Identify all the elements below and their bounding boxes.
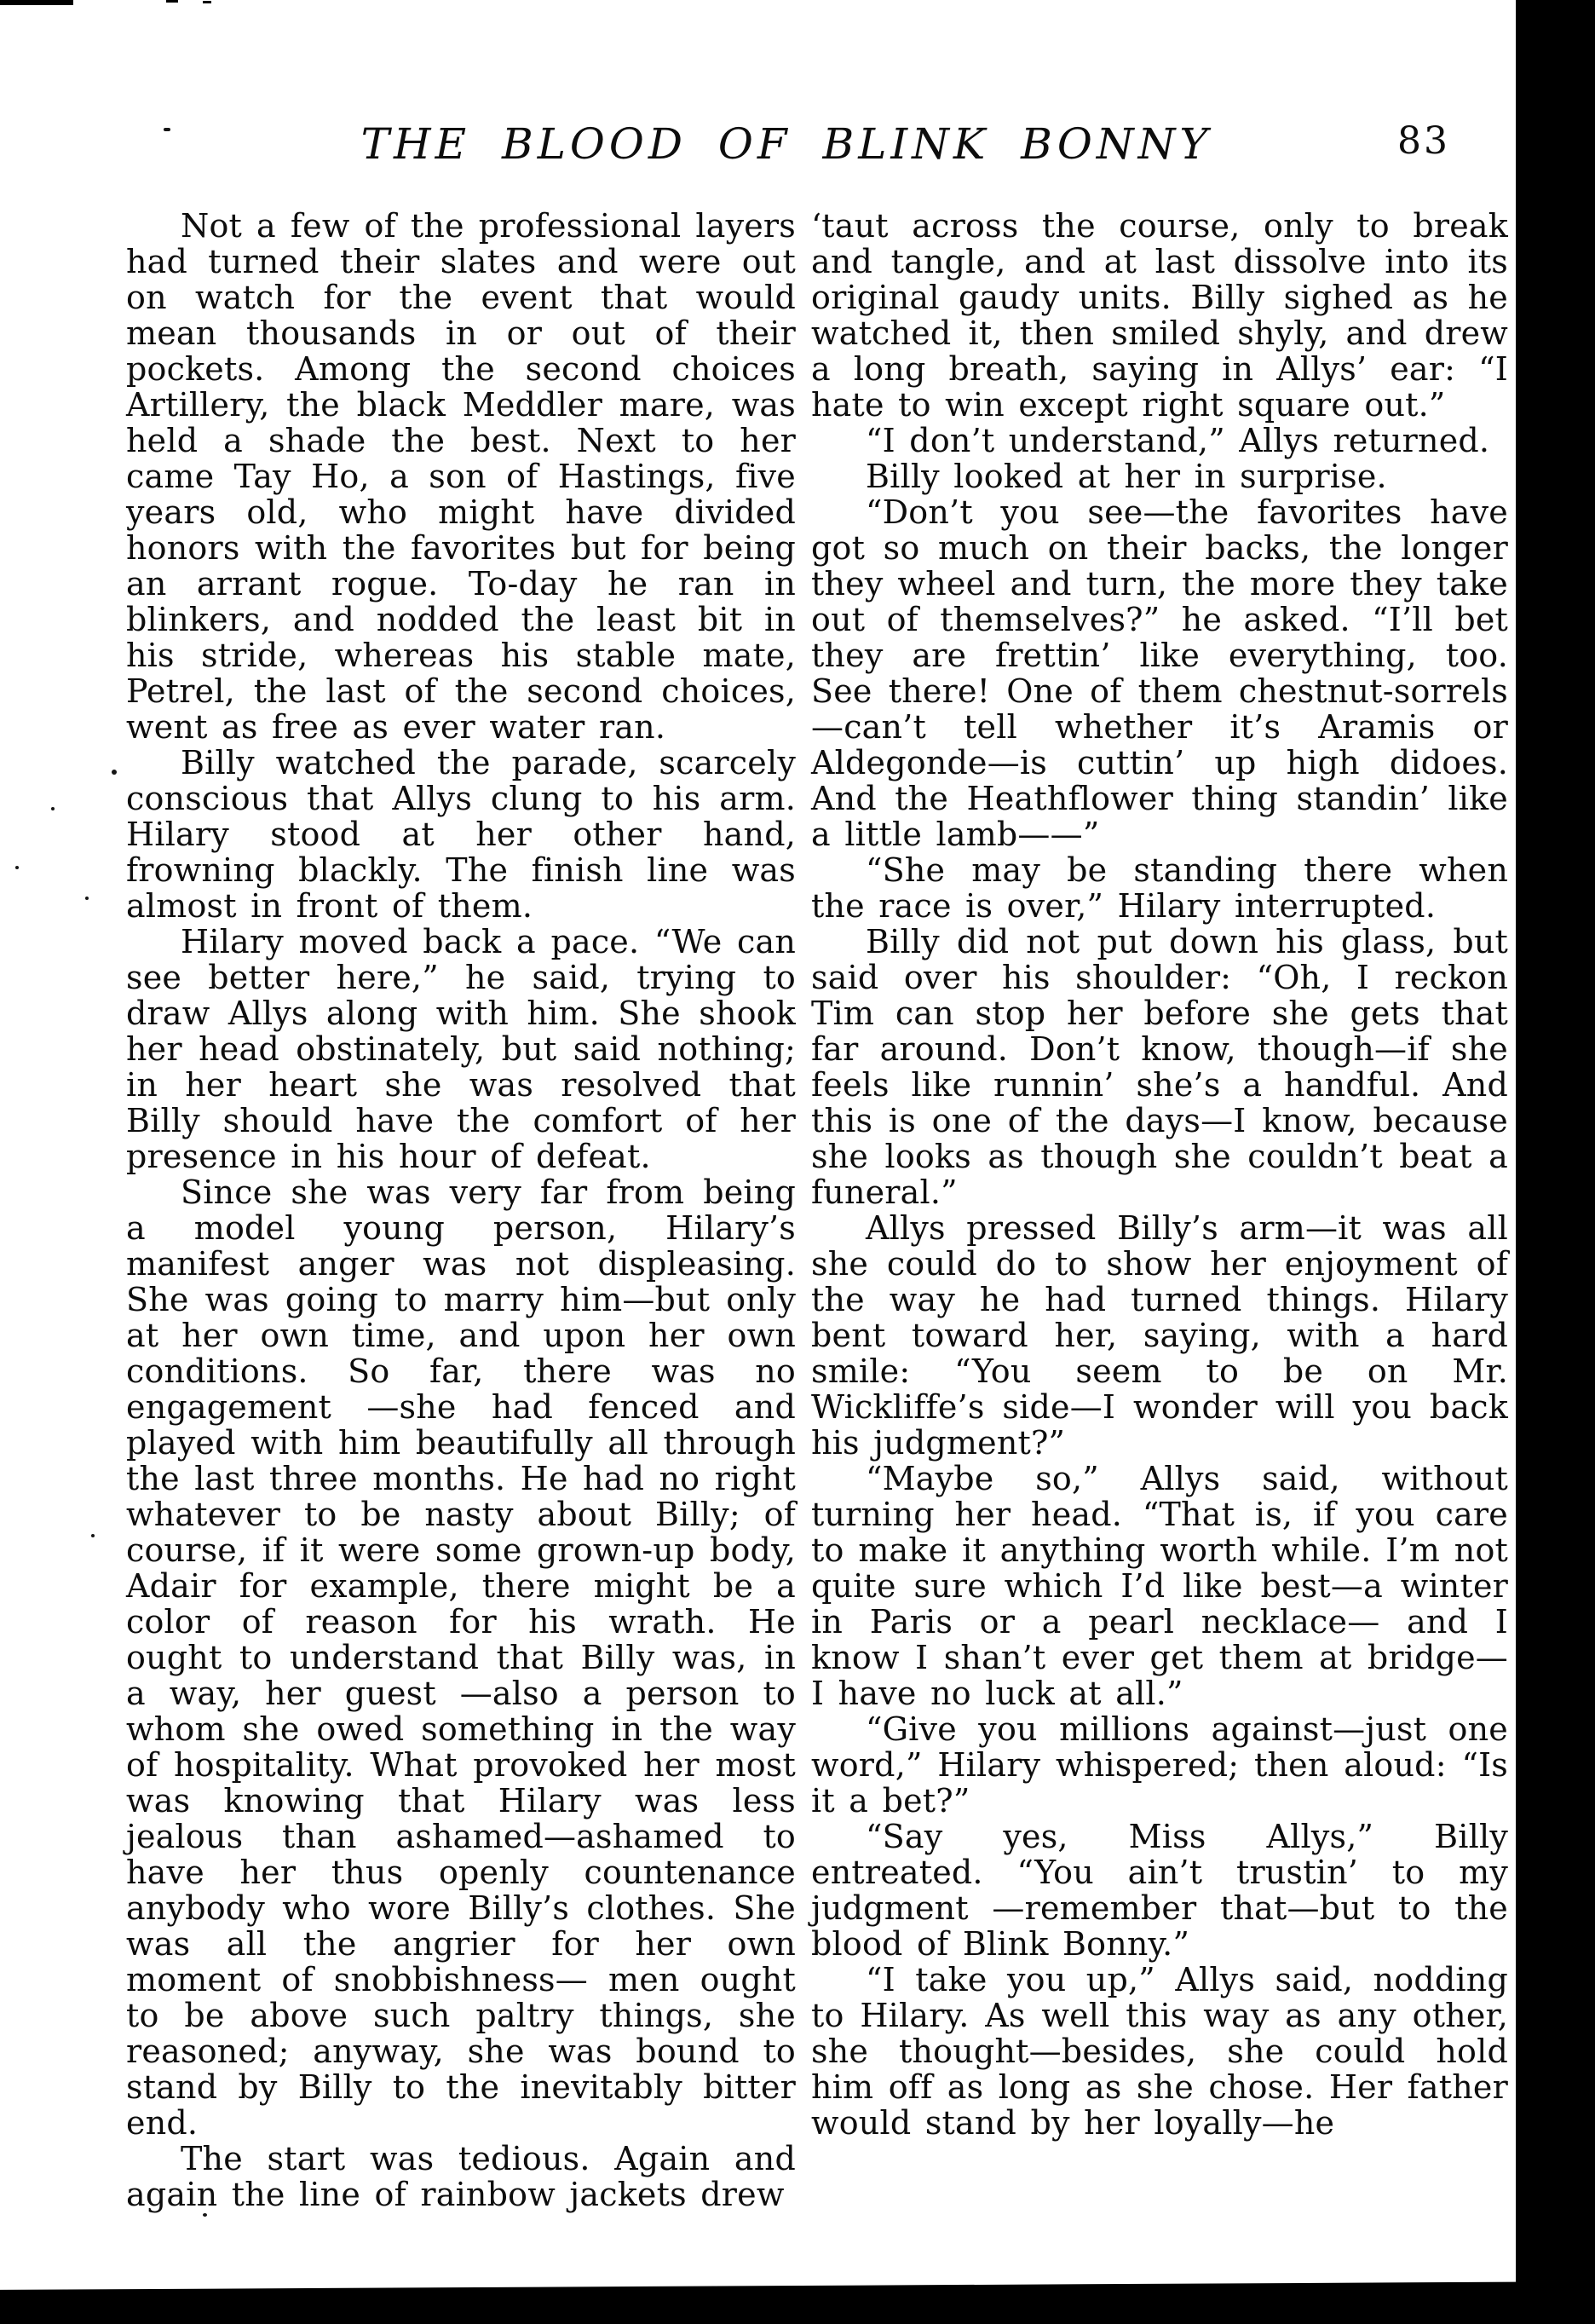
scan-border-top-left [0,0,73,5]
paragraph: “She may be standing there when the race is over,” Hilary interrupted. [811,851,1508,925]
text-column-left [126,208,796,2212]
scan-speckle [203,2213,207,2217]
paragraph: Hilary moved back a pace. “We can see better here,” he said, trying to draw Allys along with him. She shook her head obstinately, but said nothing; in her heart she was resolved that Billy should have the comfort of her presence in his hour of defeat. [126,923,796,1175]
paragraph: Billy watched the parade, scarcely conscious that Allys clung to his arm. Hilary stood at her other hand, frowning blackly. The finish line was almost in front of them. [126,744,796,925]
paragraph: “Maybe so,” Allys said, without turning her head. “That is, if you care to make it anything worth while. I’m not quite sure which I’d like best—a winter in Paris or a pearl necklace— and I know I shan’t ever get them at bridge—I have no luck at all.” [811,1460,1508,1712]
scan-speckle [15,866,19,869]
scan-border-bottom [0,2281,1595,2324]
text-column-right [811,208,1508,2141]
paragraph: Billy did not put down his glass, but said over his shoulder: “Oh, I reckon Tim can stop her before she gets that far around. Don’t know, though—if she feels like runnin’ she’s a handful. And this is one of the days—I know, because she looks as though she couldn’t beat a funeral.” [811,923,1508,1211]
paragraph: The start was tedious. Again and again the line of rainbow jackets drew [126,2140,796,2213]
paragraph: Billy looked at her in surprise. [866,458,1387,495]
running-head-title: THE BLOOD OF BLINK BONNY [360,119,1212,169]
paragraph: Allys pressed Billy’s arm—it was all she could do to show her enjoyment of the way he had turned things. Hilary bent toward her, saying, with a hard smile: “You seem to be on Mr. Wickliffe’s side—I wonder will you back his judgment?” [811,1209,1508,1462]
scan-speckle [85,897,89,900]
paragraph: “Give you millions against—just one word,” Hilary whispered; then aloud: “Is it a bet?” [811,1710,1508,1819]
paragraph-continuation: ‘taut across the course, only to break and tangle, and at last dissolve into its original gaudy units. Billy sighed as he watched it, then smiled shyly, and drew a long breath, saying in Allys’ ear: “I hate to win except right square out.” [811,207,1508,424]
paragraph: Not a few of the professional layers had turned their slates and were out on watch for the event that would mean thousands in or out of their pockets. Among the second choices Artillery, the black Meddler mare, was held a shade the best. Next to her came Tay Ho, a son of Hastings, five years old, who might have divided honors with the favorites but for being an arrant rogue. To-day he ran in blinkers, and nodded the least bit in his stride, whereas his stable mate, Petrel, the last of the second choices, went as free as ever water ran. [126,207,796,746]
scan-artifact [203,1,211,3]
scan-artifact [166,0,178,3]
paragraph: Since she was very far from being a model young person, Hilary’s manifest anger was not displeasing. She was going to marry him—but only at her own time, and upon her own conditions. So far, there was no engagement —she had fenced and played with him beautifully all through the last three months. He had no right whatever to be nasty about Billy; of course, if it were some grown-up body, Adair for example, there might be a color of reason for his wrath. He ought to understand that Billy was, in a way, her guest —also a person to whom she owed something in the way of hospitality. What provoked her most was knowing that Hilary was less jealous than ashamed—ashamed to have her thus openly countenance anybody who wore Billy’s clothes. She was all the angrier for her own moment of snobbishness— men ought to be above such paltry things, she reasoned; anyway, she was bound to stand by Billy to the inevitably bitter end. [126,1174,796,2142]
page-number: 83 [1397,119,1450,163]
paragraph: “I take you up,” Allys said, nodding to Hilary. As well this way as any other, she thought—besides, she could hold him off as long as she chose. Her father would stand by her loyally—he [811,1961,1508,2142]
paragraph: “Say yes, Miss Allys,” Billy entreated. “You ain’t trustin’ to my judgment —remember that—but to the blood of Blink Bonny.” [811,1818,1508,1963]
paragraph: “Don’t you see—the favorites have got so much on their backs, the longer they wheel and turn, the more they take out of themselves?” he asked. “I’ll bet they are frettin’ like everything, too. See there! One of them chestnut-sorrels—can’t tell whether it’s Aramis or Aldegonde—is cuttin’ up high didoes. And the Heathflower thing standin’ like a little lamb——” [811,493,1508,853]
scan-speckle [51,807,55,810]
scan-border-right [1516,0,1595,2324]
scan-speckle [91,1534,95,1537]
scan-speckle [112,770,117,775]
paragraph: “I don’t understand,” Allys returned. [866,422,1490,459]
